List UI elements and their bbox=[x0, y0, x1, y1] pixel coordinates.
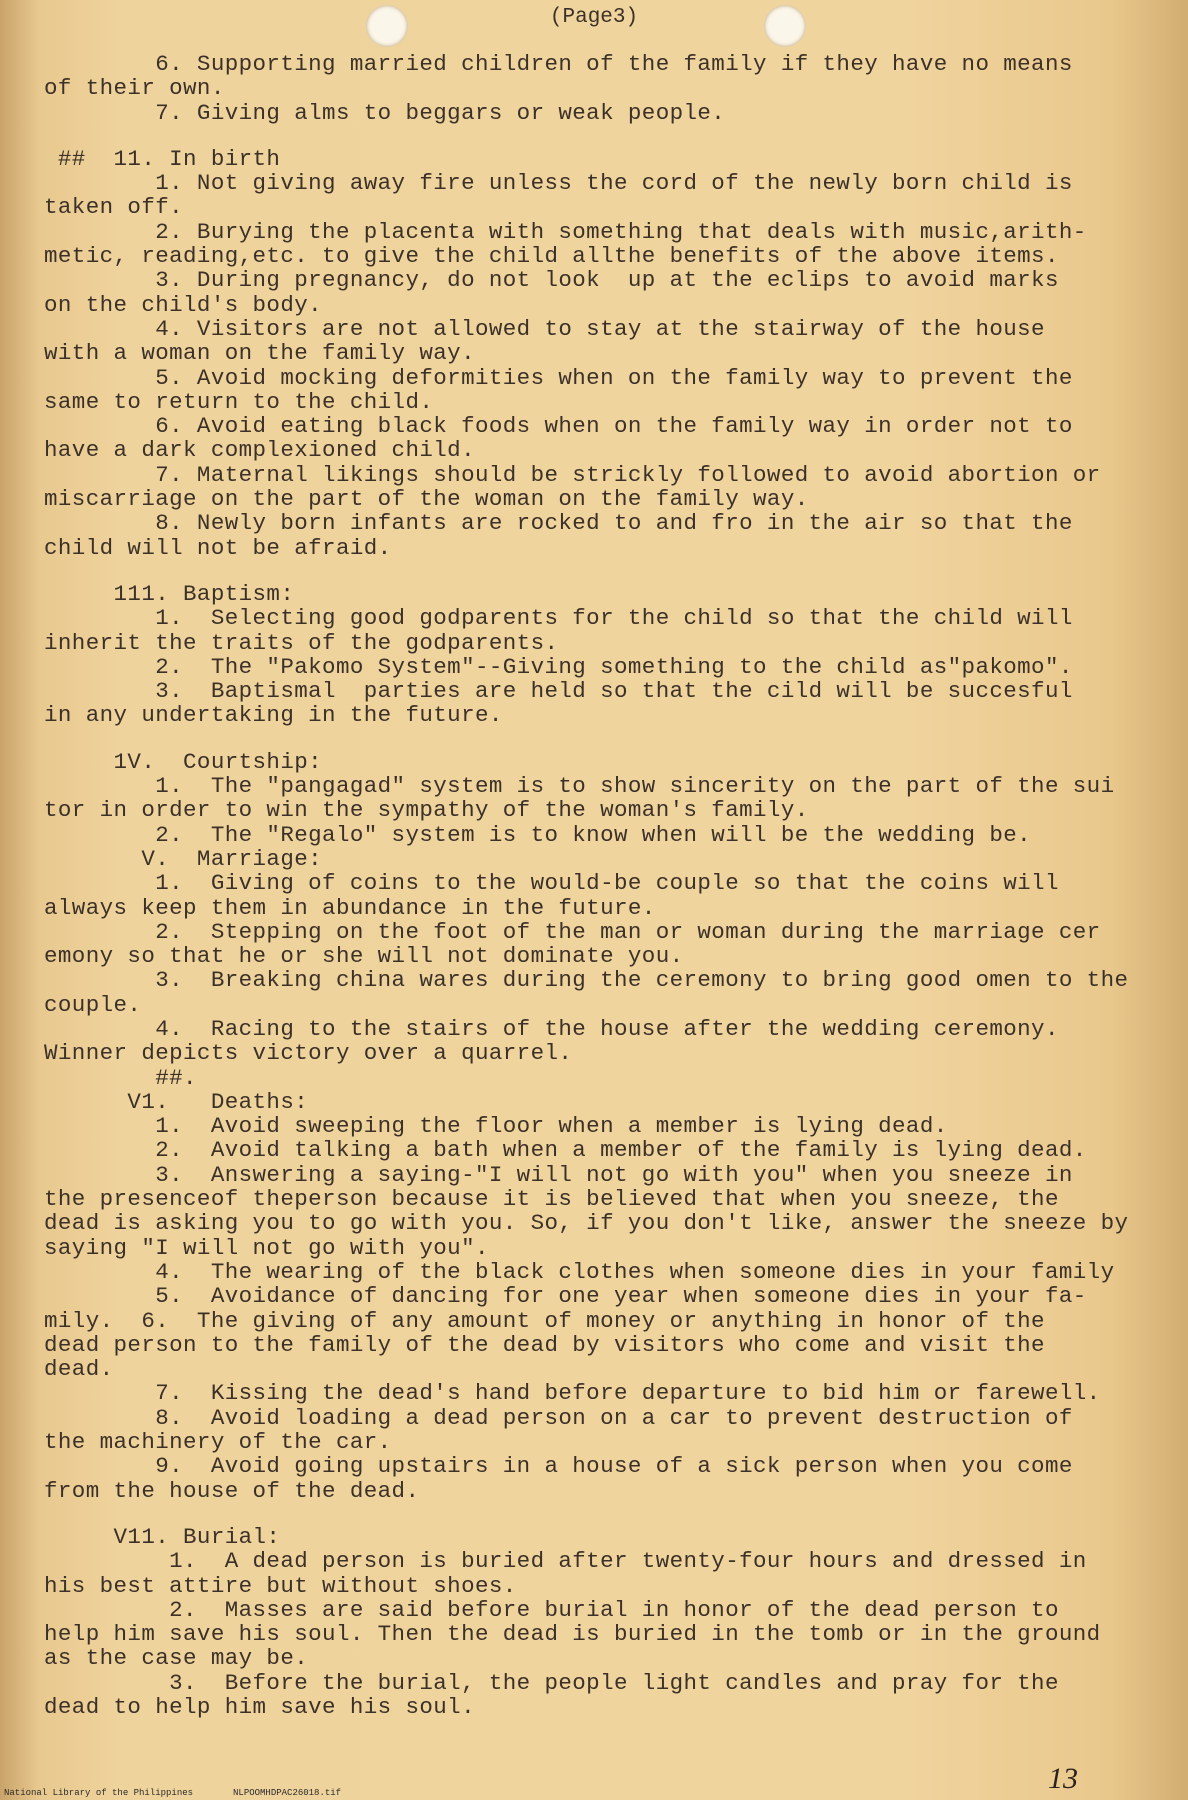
text-line: inherit the traits of the godparents. bbox=[44, 629, 559, 656]
text-line: V. Marriage: bbox=[44, 845, 323, 872]
footer-library: National Library of the Philippines bbox=[4, 1788, 194, 1798]
text-line: 3. Answering a saying-"I will not go with you" when you sneeze in bbox=[44, 1161, 1073, 1188]
text-line: dead is asking you to go with you. So, if you don't like, answer the sneeze by bbox=[44, 1210, 1129, 1237]
text-line: on the child's body. bbox=[44, 291, 323, 318]
text-line: 5. Avoid mocking deformities when on the family way to prevent the bbox=[44, 364, 1073, 391]
text-line: dead to help him save his soul. bbox=[44, 1694, 475, 1720]
text-line: 4. Racing to the stairs of the house after the wedding ceremony. bbox=[44, 1015, 1059, 1042]
text-line: with a woman on the family way. bbox=[44, 340, 475, 367]
text-line: 3. Before the burial, the people light candles and pray for the bbox=[44, 1669, 1059, 1696]
text-line: the presenceof theperson because it is believed that when you sneeze, the bbox=[44, 1186, 1059, 1213]
text-line: of their own. bbox=[44, 75, 225, 102]
blank-line bbox=[44, 560, 1144, 582]
text-line: from the house of the dead. bbox=[44, 1477, 420, 1504]
text-line: saying "I will not go with you". bbox=[44, 1234, 489, 1261]
blank-line bbox=[44, 728, 1144, 750]
text-line: 8. Avoid loading a dead person on a car to prevent destruction of bbox=[44, 1404, 1073, 1431]
text-line: in any undertaking in the future. bbox=[44, 702, 503, 729]
text-line: ## 11. In birth bbox=[44, 145, 281, 172]
text-line: always keep them in abundance in the future. bbox=[44, 894, 656, 921]
text-line: Winner depicts victory over a quarrel. bbox=[44, 1040, 573, 1067]
text-line: 7. Maternal likings should be strickly followed to avoid abortion or bbox=[44, 461, 1101, 488]
text-line: mily. 6. The giving of any amount of money or anything in honor of the bbox=[44, 1307, 1045, 1334]
text-line: ##. bbox=[44, 1064, 197, 1091]
text-line: 111. Baptism: bbox=[44, 580, 295, 607]
handwritten-page-number: 13 bbox=[1048, 1762, 1078, 1795]
text-line: 2. Masses are said before burial in honor of the dead person to bbox=[44, 1596, 1059, 1623]
text-line: 4. The wearing of the black clothes when someone dies in your family bbox=[44, 1258, 1115, 1285]
text-line: taken off. bbox=[44, 194, 184, 221]
text-line: 6. Avoid eating black foods when on the family way in order not to bbox=[44, 413, 1073, 440]
text-line: 1. Not giving away fire unless the cord of the newly born child is bbox=[44, 170, 1073, 197]
typed-text-body bbox=[44, 52, 1144, 1719]
text-line: 3. Baptismal parties are held so that the cild will be succesful bbox=[44, 678, 1073, 705]
text-line: metic, reading,etc. to give the child allthe benefits of the above items. bbox=[44, 243, 1059, 270]
text-line: 2. Burying the placenta with something that deals with music,arith- bbox=[44, 218, 1087, 245]
page-header: (Page3) bbox=[549, 6, 639, 29]
text-line: child will not be afraid. bbox=[44, 534, 392, 561]
text-line: same to return to the child. bbox=[44, 388, 434, 415]
text-line: 8. Newly born infants are rocked to and fro in the air so that the bbox=[44, 510, 1073, 537]
text-line: 9. Avoid going upstairs in a house of a sick person when you come bbox=[44, 1453, 1073, 1480]
text-line: 2. Avoid talking a bath when a member of the family is lying dead. bbox=[44, 1137, 1087, 1164]
text-line: 1. The "pangagad" system is to show sincerity on the part of the sui bbox=[44, 773, 1115, 800]
text-line: 7. Giving alms to beggars or weak people. bbox=[44, 99, 726, 126]
text-line: 1. A dead person is buried after twenty-four hours and dressed in bbox=[44, 1548, 1087, 1575]
text-line: 5. Avoidance of dancing for one year when someone dies in your fa- bbox=[44, 1283, 1087, 1310]
text-line: have a dark complexioned child. bbox=[44, 437, 475, 464]
blank-line bbox=[44, 125, 1144, 147]
text-line: miscarriage on the part of the woman on the family way. bbox=[44, 486, 809, 513]
text-line: as the case may be. bbox=[44, 1645, 309, 1672]
text-line: dead person to the family of the dead by visitors who come and visit the bbox=[44, 1331, 1045, 1358]
text-line: 1. Avoid sweeping the floor when a member is lying dead. bbox=[44, 1113, 948, 1140]
text-line: 1V. Courtship: bbox=[44, 748, 323, 775]
text-line: 2. The "Regalo" system is to know when will be the wedding be. bbox=[44, 821, 1032, 848]
text-line: the machinery of the car. bbox=[44, 1429, 392, 1456]
text-line: 3. During pregnancy, do not look up at the eclips to avoid marks bbox=[44, 267, 1059, 294]
text-line: tor in order to win the sympathy of the woman's family. bbox=[44, 797, 809, 824]
text-line: 7. Kissing the dead's hand before departure to bid him or farewell. bbox=[44, 1380, 1101, 1407]
blank-line bbox=[44, 1503, 1144, 1525]
text-line: emony so that he or she will not dominate you. bbox=[44, 943, 684, 970]
scan-footer bbox=[4, 1788, 381, 1798]
text-line: 1. Selecting good godparents for the child so that the child will bbox=[44, 605, 1073, 632]
text-line: V1. Deaths: bbox=[44, 1088, 309, 1115]
text-line: dead. bbox=[44, 1356, 114, 1383]
text-line: 3. Breaking china wares during the ceremony to bring good omen to the bbox=[44, 967, 1129, 994]
text-line: couple. bbox=[44, 991, 142, 1018]
text-line: 4. Visitors are not allowed to stay at the stairway of the house bbox=[44, 315, 1045, 342]
text-line: his best attire but without shoes. bbox=[44, 1572, 517, 1599]
text-line: 2. The "Pakomo System"--Giving something to the child as"pakomo". bbox=[44, 653, 1073, 680]
text-line: 6. Supporting married children of the family if they have no means bbox=[44, 51, 1073, 77]
text-line: 1. Giving of coins to the would-be couple so that the coins will bbox=[44, 870, 1059, 897]
text-line: help him save his soul. Then the dead is buried in the tomb or in the ground bbox=[44, 1621, 1101, 1648]
text-line: 2. Stepping on the foot of the man or woman during the marriage cer bbox=[44, 918, 1101, 945]
text-line: V11. Burial: bbox=[44, 1523, 281, 1550]
footer-filename: NLPOOMHDPAC26018.tif bbox=[233, 1788, 342, 1798]
